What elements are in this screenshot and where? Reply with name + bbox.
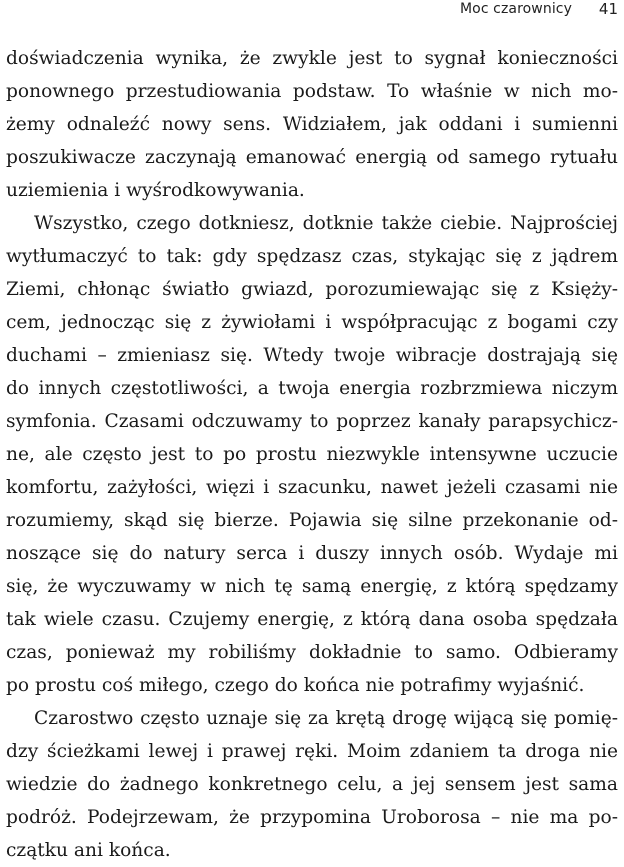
text-line: rozumiemy, skąd się bierze. Pojawia się silne przekonanie od-	[6, 510, 618, 531]
text-line: dzy ścieżkami lewej i prawej ręki. Moim zdaniem ta droga nie	[6, 741, 618, 762]
text-line: czątku ani końca.	[6, 840, 171, 861]
text-line: komfortu, zażyłości, więzi i szacunku, nawet jeżeli czasami nie	[6, 477, 618, 498]
text-line: ne, ale często jest to po prostu niezwykle intensywne uczucie	[6, 444, 618, 465]
text-line: poszukiwacze zaczynają emanować energią od samego rytuału	[6, 147, 618, 168]
text-line: wytłumaczyć to tak: gdy spędzasz czas, stykając się z jądrem	[6, 246, 618, 267]
text-line: po prostu coś miłego, czego do końca nie potrafimy wyjaśnić.	[6, 675, 585, 696]
paragraph	[6, 702, 618, 867]
page-number: 41	[598, 0, 618, 18]
body-text	[6, 42, 618, 867]
text-line: żemy odnaleźć nowy sens. Widziałem, jak oddani i sumienni	[6, 114, 618, 135]
paragraph	[6, 42, 618, 207]
text-line: Wszystko, czego dotkniesz, dotknie także ciebie. Najprościej	[34, 213, 618, 234]
text-line: doświadczenia wynika, że zwykle jest to sygnał konieczności	[6, 48, 618, 69]
text-line: do innych częstotliwości, a twoja energia rozbrzmiewa niczym	[6, 378, 618, 399]
text-line: uziemienia i wyśrodkowywania.	[6, 180, 305, 201]
text-line: cem, jednocząc się z żywiołami i współpracując z bogami czy	[6, 312, 618, 333]
text-line: Ziemi, chłonąc światło gwiazd, porozumiewając się z Księży-	[6, 279, 618, 300]
text-line: czas, ponieważ my robiliśmy dokładnie to samo. Odbieramy	[6, 642, 618, 663]
text-line: ponownego przestudiowania podstaw. To właśnie w nich mo-	[6, 81, 618, 102]
text-line: tak wiele czasu. Czujemy energię, z którą dana osoba spędzała	[6, 609, 618, 630]
running-title: Moc czarownicy	[459, 1, 572, 17]
text-line: duchami – zmieniasz się. Wtedy twoje wibracje dostrajają się	[6, 345, 618, 366]
text-line: się, że wyczuwamy w nich tę samą energię, z którą spędzamy	[6, 576, 618, 597]
text-line: podróż. Podejrzewam, że przypomina Uroborosa – nie ma po-	[6, 807, 618, 828]
page-header	[0, 0, 624, 28]
text-line: wiedzie do żadnego konkretnego celu, a jej sensem jest sama	[6, 774, 618, 795]
text-line: symfonia. Czasami odczuwamy to poprzez kanały parapsychicz-	[6, 411, 618, 432]
text-line: noszące się do natury serca i duszy innych osób. Wydaje mi	[6, 543, 618, 564]
text-line: Czarostwo często uznaje się za krętą drogę wijącą się pomię-	[34, 708, 618, 729]
paragraph	[6, 207, 618, 702]
